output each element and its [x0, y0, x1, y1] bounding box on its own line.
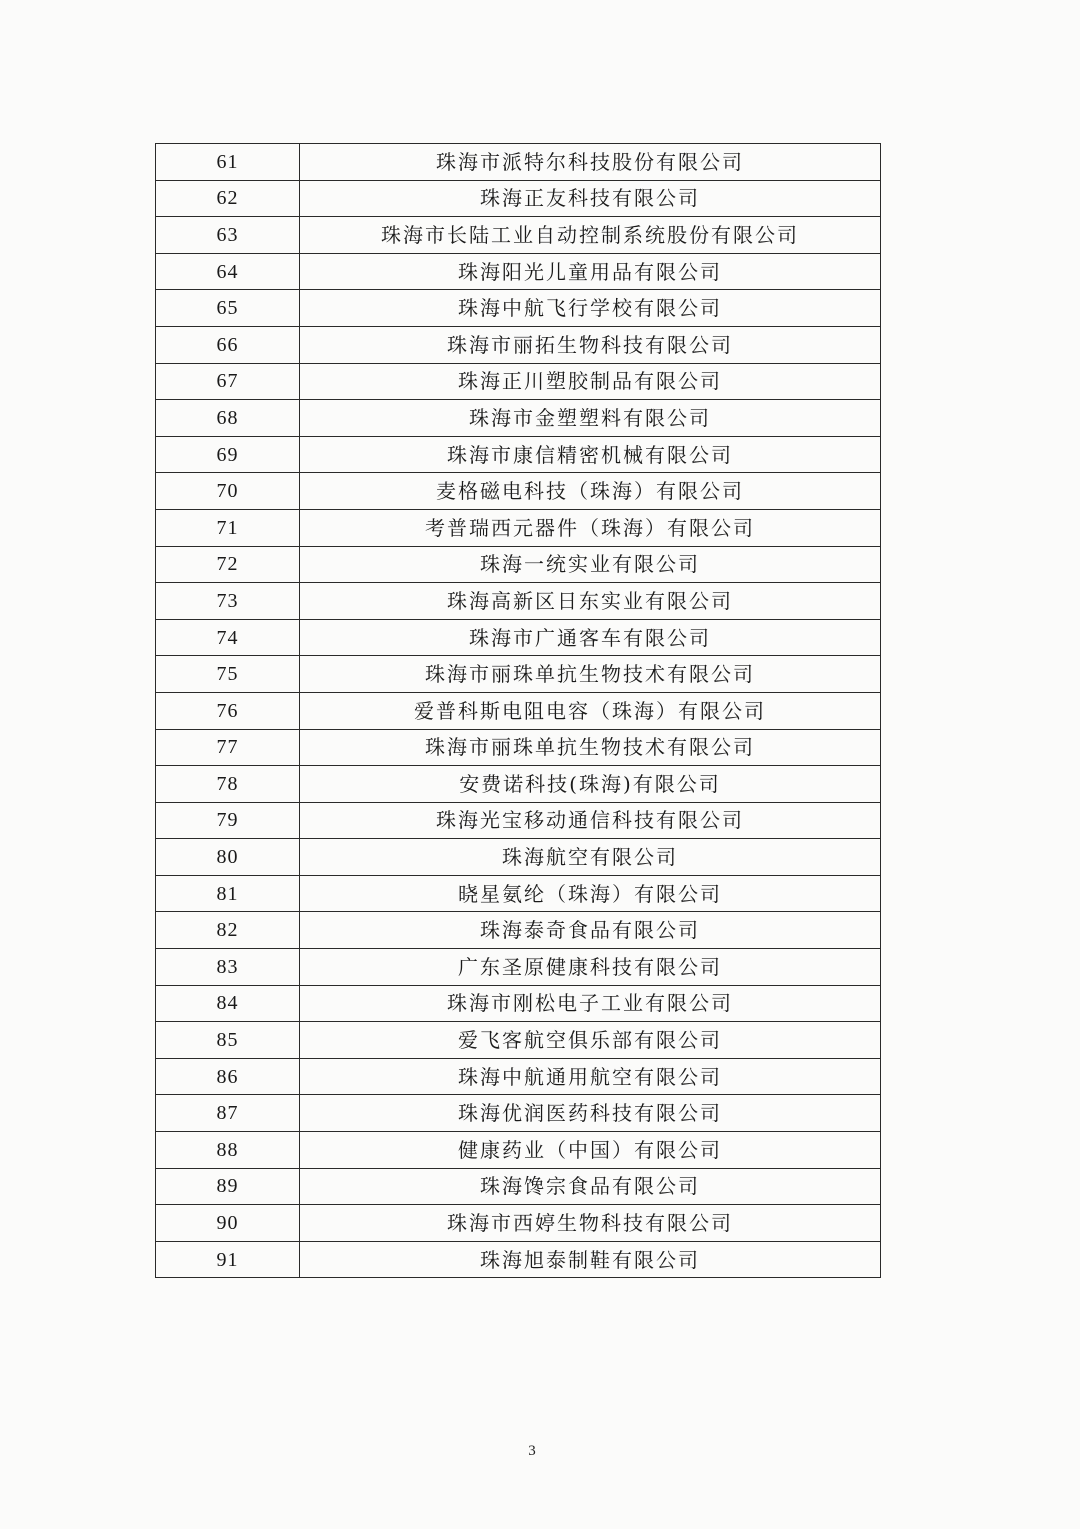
row-number-cell: 72 — [156, 546, 300, 583]
row-number-cell: 86 — [156, 1058, 300, 1095]
row-number-cell: 73 — [156, 583, 300, 620]
company-name-cell: 珠海馋宗食品有限公司 — [300, 1168, 881, 1205]
table-body — [156, 144, 881, 1278]
row-number-cell: 76 — [156, 692, 300, 729]
table-row — [156, 766, 881, 803]
table-row — [156, 546, 881, 583]
company-name-cell: 珠海中航通用航空有限公司 — [300, 1058, 881, 1095]
row-number-cell: 90 — [156, 1205, 300, 1242]
table-row — [156, 1058, 881, 1095]
table-row — [156, 180, 881, 217]
company-name-cell: 珠海光宝移动通信科技有限公司 — [300, 802, 881, 839]
row-number-cell: 62 — [156, 180, 300, 217]
company-name-cell: 珠海泰奇食品有限公司 — [300, 912, 881, 949]
company-name-cell: 珠海市康信精密机械有限公司 — [300, 436, 881, 473]
table-row — [156, 1205, 881, 1242]
table-row — [156, 217, 881, 254]
table-row — [156, 912, 881, 949]
row-number-cell: 69 — [156, 436, 300, 473]
table-row — [156, 1132, 881, 1169]
row-number-cell: 78 — [156, 766, 300, 803]
company-name-cell: 珠海阳光儿童用品有限公司 — [300, 253, 881, 290]
row-number-cell: 88 — [156, 1132, 300, 1169]
row-number-cell: 84 — [156, 985, 300, 1022]
company-name-cell: 爱普科斯电阻电容（珠海）有限公司 — [300, 692, 881, 729]
table-row — [156, 290, 881, 327]
company-name-cell: 珠海正友科技有限公司 — [300, 180, 881, 217]
table-row — [156, 583, 881, 620]
table-row — [156, 692, 881, 729]
company-name-cell: 晓星氨纶（珠海）有限公司 — [300, 875, 881, 912]
company-name-cell: 珠海高新区日东实业有限公司 — [300, 583, 881, 620]
table-row — [156, 473, 881, 510]
table-row — [156, 656, 881, 693]
company-name-cell: 考普瑞西元器件（珠海）有限公司 — [300, 509, 881, 546]
company-name-cell: 珠海市丽珠单抗生物技术有限公司 — [300, 729, 881, 766]
company-name-cell: 珠海市派特尔科技股份有限公司 — [300, 144, 881, 181]
row-number-cell: 87 — [156, 1095, 300, 1132]
row-number-cell: 89 — [156, 1168, 300, 1205]
row-number-cell: 85 — [156, 1022, 300, 1059]
table-row — [156, 436, 881, 473]
table-row — [156, 1022, 881, 1059]
table-row — [156, 363, 881, 400]
company-name-cell: 珠海优润医药科技有限公司 — [300, 1095, 881, 1132]
row-number-cell: 75 — [156, 656, 300, 693]
company-name-cell: 珠海市金塑塑料有限公司 — [300, 400, 881, 437]
row-number-cell: 63 — [156, 217, 300, 254]
table-row — [156, 326, 881, 363]
table-row — [156, 802, 881, 839]
table-row — [156, 729, 881, 766]
company-name-cell: 麦格磁电科技（珠海）有限公司 — [300, 473, 881, 510]
company-name-cell: 珠海旭泰制鞋有限公司 — [300, 1241, 881, 1278]
company-name-cell: 广东圣原健康科技有限公司 — [300, 949, 881, 986]
company-name-cell: 珠海市丽拓生物科技有限公司 — [300, 326, 881, 363]
company-name-cell: 珠海一统实业有限公司 — [300, 546, 881, 583]
row-number-cell: 68 — [156, 400, 300, 437]
table-row — [156, 949, 881, 986]
table-row — [156, 1168, 881, 1205]
row-number-cell: 65 — [156, 290, 300, 327]
row-number-cell: 81 — [156, 875, 300, 912]
company-name-cell: 安费诺科技(珠海)有限公司 — [300, 766, 881, 803]
table-row — [156, 509, 881, 546]
row-number-cell: 77 — [156, 729, 300, 766]
row-number-cell: 80 — [156, 839, 300, 876]
row-number-cell: 61 — [156, 144, 300, 181]
company-name-cell: 珠海航空有限公司 — [300, 839, 881, 876]
table-row — [156, 400, 881, 437]
table-row — [156, 839, 881, 876]
row-number-cell: 70 — [156, 473, 300, 510]
table-row — [156, 1241, 881, 1278]
page-number: 3 — [528, 1443, 536, 1459]
company-name-cell: 珠海市广通客车有限公司 — [300, 619, 881, 656]
company-name-cell: 珠海正川塑胶制品有限公司 — [300, 363, 881, 400]
table-row — [156, 144, 881, 181]
company-name-cell: 健康药业（中国）有限公司 — [300, 1132, 881, 1169]
table-row — [156, 619, 881, 656]
row-number-cell: 74 — [156, 619, 300, 656]
company-name-cell: 珠海市西婷生物科技有限公司 — [300, 1205, 881, 1242]
company-name-cell: 珠海市刚松电子工业有限公司 — [300, 985, 881, 1022]
row-number-cell: 83 — [156, 949, 300, 986]
company-name-cell: 珠海市丽珠单抗生物技术有限公司 — [300, 656, 881, 693]
table-row — [156, 875, 881, 912]
row-number-cell: 64 — [156, 253, 300, 290]
row-number-cell: 82 — [156, 912, 300, 949]
table-row — [156, 985, 881, 1022]
row-number-cell: 79 — [156, 802, 300, 839]
row-number-cell: 71 — [156, 509, 300, 546]
row-number-cell: 67 — [156, 363, 300, 400]
table-row — [156, 1095, 881, 1132]
company-name-cell: 爱飞客航空俱乐部有限公司 — [300, 1022, 881, 1059]
table-row — [156, 253, 881, 290]
row-number-cell: 91 — [156, 1241, 300, 1278]
company-list-table — [155, 143, 881, 1278]
row-number-cell: 66 — [156, 326, 300, 363]
company-name-cell: 珠海市长陆工业自动控制系统股份有限公司 — [300, 217, 881, 254]
company-name-cell: 珠海中航飞行学校有限公司 — [300, 290, 881, 327]
